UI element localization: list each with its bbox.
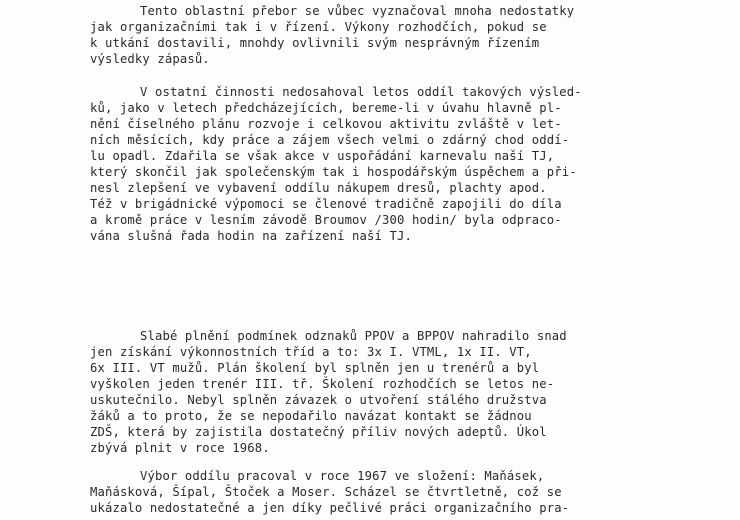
paragraph-3-line-2: jen získání výkonnostních tříd a to: 3x I. VTML, 1x II. VT,: [90, 345, 532, 359]
paragraph-2-line-8: Též v brigádnické výpomoci se členové tradičně zapojili do díla: [90, 197, 562, 211]
paragraph-1-line-4: výsledky zápasů.: [90, 52, 210, 66]
paragraph-2-line-6: který skončil jak společenským tak i hospodářským úspěchem a při-: [90, 165, 577, 179]
paragraph-3-line-7: ZDŠ, která by zajistila dostatečný příliv nových adeptů. Úkol: [90, 425, 547, 439]
paragraph-3-line-4: vyškolen jeden trenér III. tř. Školení rozhodčích se letos ne-: [90, 377, 555, 391]
paragraph-2-line-7: nesl zlepšení ve vybavení oddílu nákupem dresů, plachty apod.: [90, 181, 547, 195]
paragraph-4-line-3: ukázalo nedostatečné a jen díky pečlivé práci organizačního pra-: [90, 501, 570, 515]
paragraph-4-line-1: Výbor oddílu pracoval v roce 1967 ve složení: Maňásek,: [140, 469, 545, 483]
paragraph-3-line-8: zbývá plnit v roce 1968.: [90, 441, 270, 455]
paragraph-3-line-5: uskutečnilo. Nebyl splněn závazek o utvoření stálého družstva: [90, 393, 547, 407]
paragraph-4-line-2: Maňásková, Šípal, Štoček a Moser. Scházel se čtvrtletně, což se: [90, 485, 562, 499]
paragraph-2-line-5: lu opadl. Zdařila se však akce v uspořádání karnevalu naší TJ,: [90, 149, 555, 163]
paragraph-1-line-3: k utkání dostavili, mnohdy ovlivnili svým nesprávným řízením: [90, 36, 540, 50]
paragraph-2-line-10: vána slušná řada hodin na zařízení naší TJ.: [90, 229, 412, 243]
paragraph-2-line-9: a kromě práce v lesním závodě Broumov /300 hodin/ byla odpraco-: [90, 213, 562, 227]
paragraph-2-line-3: nění číselného plánu rozvoje i celkovou aktivitu zvláště v let-: [90, 117, 562, 131]
paragraph-3-line-6: žáků a to proto, že se nepodařilo navázat kontakt se žádnou: [90, 409, 532, 423]
paragraph-1-line-1: Tento oblastní přebor se vůbec vyznačoval mnoha nedostatky: [140, 4, 575, 18]
paragraph-2-line-1: V ostatní činnosti nedosahoval letos oddíl takových výsled-: [140, 85, 582, 99]
paragraph-2-line-2: ků, jako v letech předcházejících, bereme-li v úvahu hlavně pl-: [90, 101, 562, 115]
paragraph-2-line-4: ních měsících, kdy práce a zájem všech velmi o zdárný chod oddí-: [90, 133, 570, 147]
paragraph-3-line-1: Slabé plnění podmínek odznaků PPOV a BPPOV nahradilo snad: [140, 329, 567, 343]
paragraph-1-line-2: jak organizačními tak i v řízení. Výkony rozhodčích, pokud se: [90, 20, 547, 34]
paragraph-3-line-3: 6x III. VT mužů. Plán školení byl splněn jen u trenérů a byl: [90, 361, 540, 375]
